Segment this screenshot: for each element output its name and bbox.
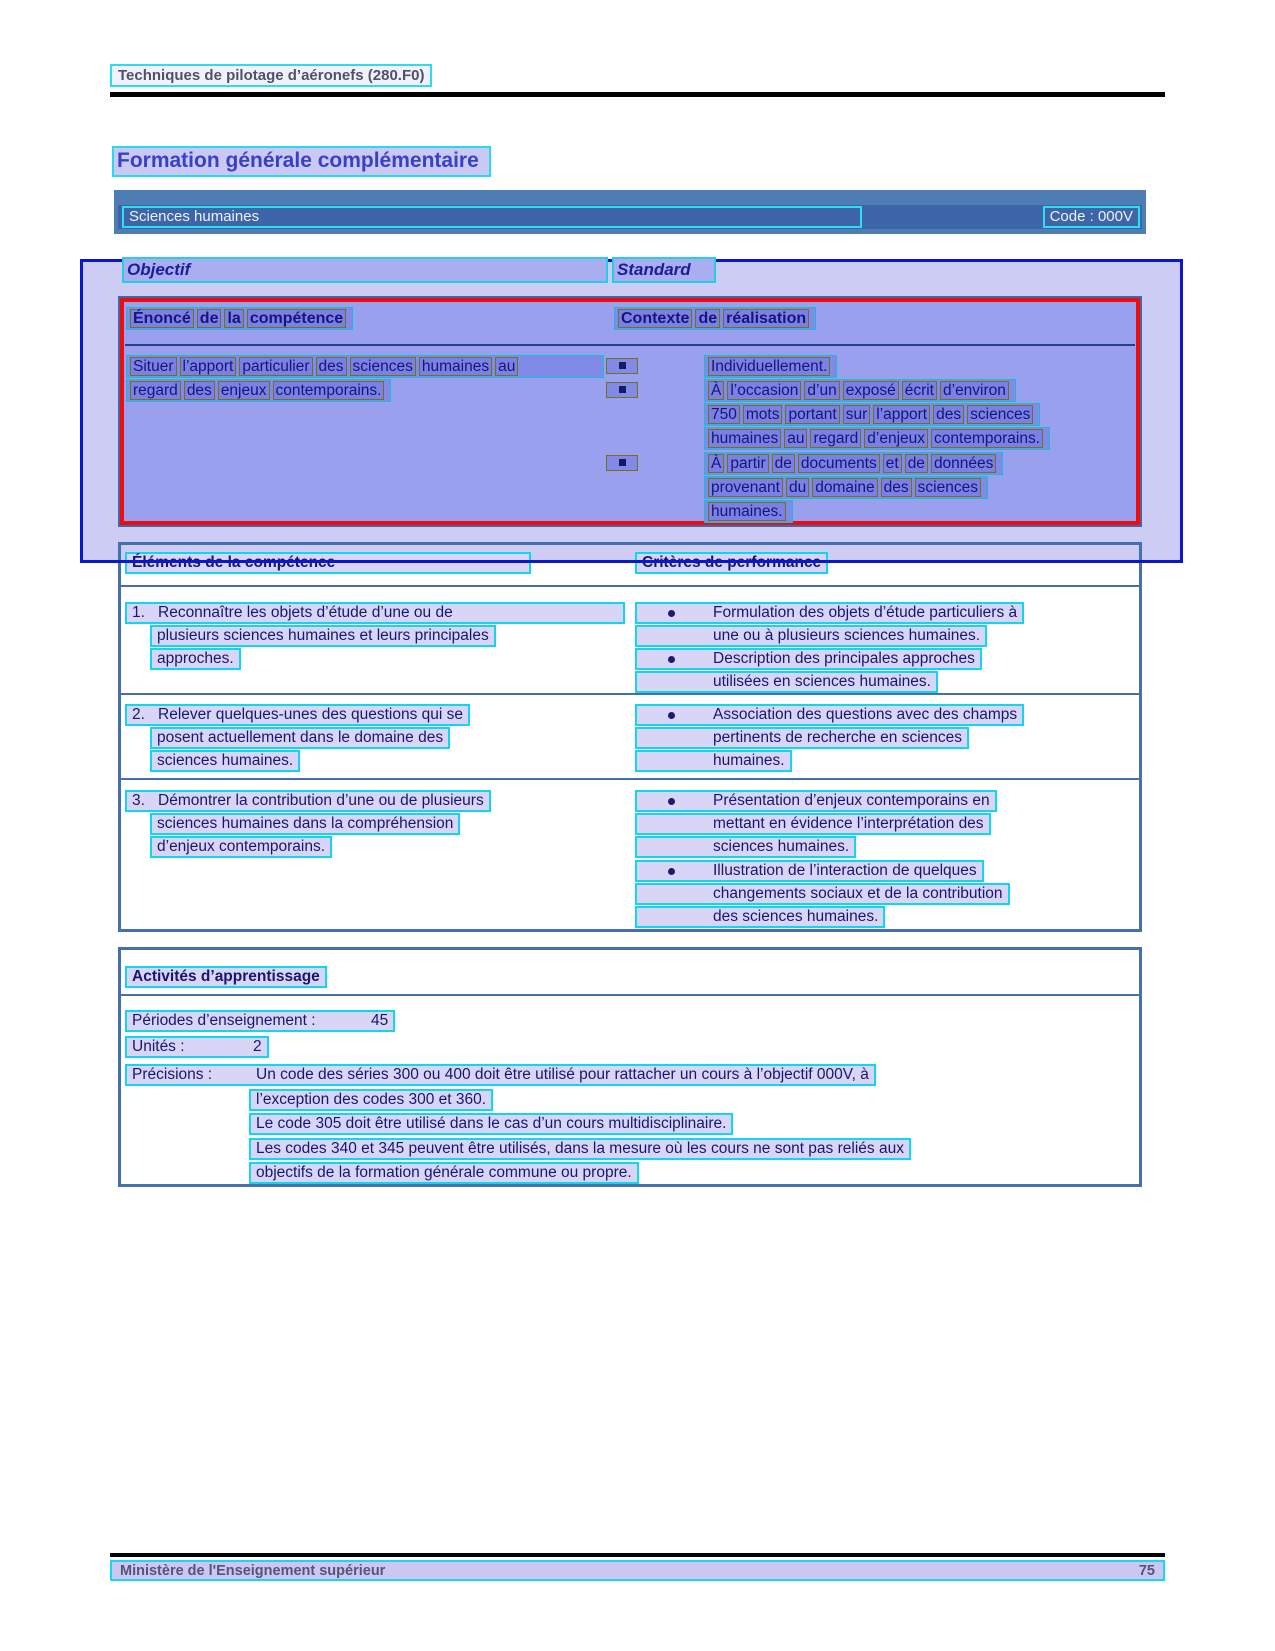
bullet-dot-icon bbox=[642, 862, 713, 880]
row-separator bbox=[121, 778, 1139, 780]
precisions-line bbox=[125, 1064, 876, 1086]
context-line: 750 mots portant sur l’apport des sciences bbox=[704, 403, 1040, 426]
element-line bbox=[125, 704, 470, 726]
critere-line bbox=[635, 750, 792, 772]
critere-line bbox=[635, 790, 997, 812]
row-separator bbox=[121, 693, 1139, 695]
bullet-square-icon bbox=[606, 358, 638, 374]
statement-line: regard des enjeux contemporains. bbox=[126, 379, 391, 402]
element-text: Relever quelques-unes des questions qui se bbox=[158, 706, 464, 723]
unites-value: 2 bbox=[253, 1038, 262, 1055]
critere-text: mettant en évidence l’interprétation des bbox=[713, 815, 984, 832]
header-rule bbox=[110, 92, 1165, 97]
critere-line bbox=[635, 860, 984, 882]
course-name: Sciences humaines bbox=[122, 206, 862, 228]
element-text: Démontrer la contribution d’une ou de plusieurs bbox=[158, 792, 484, 809]
element-line: d’enjeux contemporains. bbox=[150, 836, 332, 858]
element-number: 2. bbox=[132, 706, 145, 723]
footer-page-number: 75 bbox=[1138, 1562, 1155, 1579]
elements-header bbox=[125, 552, 531, 574]
element-number: 3. bbox=[132, 792, 145, 809]
course-code: Code : 000V bbox=[1043, 206, 1140, 228]
periodes-value: 45 bbox=[371, 1012, 389, 1029]
critere-line bbox=[635, 625, 987, 647]
context-line: À partir de documents et de données bbox=[704, 452, 1003, 475]
critere-text: Formulation des objets d’étude particuliers à bbox=[713, 604, 1018, 621]
element-line bbox=[125, 602, 625, 624]
element-line: posent actuellement dans le domaine des bbox=[150, 727, 450, 749]
critere-text: pertinents de recherche en sciences bbox=[713, 729, 963, 746]
critere-line bbox=[635, 602, 1024, 624]
activites-box bbox=[118, 947, 1142, 1187]
bullet-dot-icon bbox=[642, 604, 713, 622]
critere-line bbox=[635, 906, 885, 928]
critere-text: Illustration de l’interaction de quelques bbox=[713, 862, 977, 879]
bullet-square-icon bbox=[606, 382, 638, 398]
course-banner bbox=[114, 190, 1146, 234]
footer-ministry: Ministère de l'Enseignement supérieur bbox=[120, 1562, 386, 1579]
context-line: provenant du domaine des sciences bbox=[704, 476, 988, 499]
activites-title: Activités d’apprentissage bbox=[125, 966, 327, 988]
enonce-header: Énoncé de la compétence bbox=[126, 307, 353, 330]
critere-line bbox=[635, 671, 938, 693]
critere-line bbox=[635, 813, 991, 835]
bullet-dot-icon bbox=[642, 792, 713, 810]
critere-text: utilisées en sciences humaines. bbox=[713, 673, 931, 690]
footer-rule bbox=[110, 1553, 1165, 1557]
periodes-label: Périodes d’enseignement : bbox=[132, 1012, 316, 1029]
elements-table bbox=[118, 542, 1142, 932]
element-text: Reconnaître les objets d’étude d’une ou de bbox=[158, 604, 453, 621]
context-line: À l’occasion d’un exposé écrit d’environ bbox=[704, 379, 1016, 402]
critere-line bbox=[635, 836, 856, 858]
precisions-line: Le code 305 doit être utilisé dans le cas d’un cours multidisciplinaire. bbox=[249, 1113, 733, 1135]
unites-line bbox=[125, 1036, 269, 1058]
critere-line bbox=[635, 704, 1024, 726]
enonce-header-separator bbox=[125, 344, 1135, 346]
critere-line bbox=[635, 883, 1010, 905]
critere-text: Description des principales approches bbox=[713, 650, 975, 667]
context-line: humaines au regard d’enjeux contemporains. bbox=[704, 427, 1050, 450]
objectif-label: Objectif bbox=[122, 257, 608, 283]
context-line: humaines. bbox=[704, 500, 793, 523]
critere-text: Association des questions avec des champs bbox=[713, 706, 1018, 723]
precisions-line: l’exception des codes 300 et 360. bbox=[249, 1089, 493, 1111]
row-separator bbox=[121, 585, 1139, 587]
critere-text: des sciences humaines. bbox=[713, 908, 879, 925]
critere-text: changements sociaux et de la contribution bbox=[713, 885, 1003, 902]
enonce-table bbox=[118, 296, 1142, 527]
element-number: 1. bbox=[132, 604, 145, 621]
element-line: approches. bbox=[150, 648, 241, 670]
standard-label: Standard bbox=[612, 257, 716, 283]
context-line: Individuellement. bbox=[704, 355, 837, 378]
critere-line bbox=[635, 648, 982, 670]
statement-line: Situer l’apport particulier des sciences humaines au bbox=[126, 355, 604, 378]
running-header: Techniques de pilotage d’aéronefs (280.F0) bbox=[110, 64, 432, 87]
precisions-label: Précisions : bbox=[132, 1066, 213, 1083]
critere-text: humaines. bbox=[713, 752, 785, 769]
row-separator bbox=[121, 994, 1139, 996]
periodes-line bbox=[125, 1010, 395, 1032]
element-line: sciences humaines dans la compréhension bbox=[150, 813, 460, 835]
unites-label: Unités : bbox=[132, 1038, 185, 1055]
bullet-dot-icon bbox=[642, 650, 713, 668]
annotation-region-bottom-border bbox=[80, 560, 1183, 563]
element-line: sciences humaines. bbox=[150, 750, 300, 772]
critere-text: une ou à plusieurs sciences humaines. bbox=[713, 627, 981, 644]
page-footer bbox=[110, 1560, 1165, 1581]
precisions-line: objectifs de la formation générale commune ou propre. bbox=[249, 1162, 639, 1184]
page-title: Formation générale complémentaire bbox=[112, 146, 491, 177]
critere-text: Présentation d’enjeux contemporains en bbox=[713, 792, 990, 809]
contexte-header: Contexte de réalisation bbox=[614, 307, 816, 330]
precisions-line: Les codes 340 et 345 peuvent être utilisés, dans la mesure où les cours ne sont pas reliés aux bbox=[249, 1138, 911, 1160]
critere-line bbox=[635, 727, 969, 749]
element-line bbox=[125, 790, 491, 812]
precisions-text: Un code des séries 300 ou 400 doit être utilisé pour rattacher un cours à l’objectif 000V, à bbox=[256, 1066, 869, 1083]
criteres-header bbox=[635, 552, 828, 574]
bullet-square-icon bbox=[606, 455, 638, 471]
critere-text: sciences humaines. bbox=[713, 838, 850, 855]
element-line: plusieurs sciences humaines et leurs principales bbox=[150, 625, 496, 647]
bullet-dot-icon bbox=[642, 706, 713, 724]
